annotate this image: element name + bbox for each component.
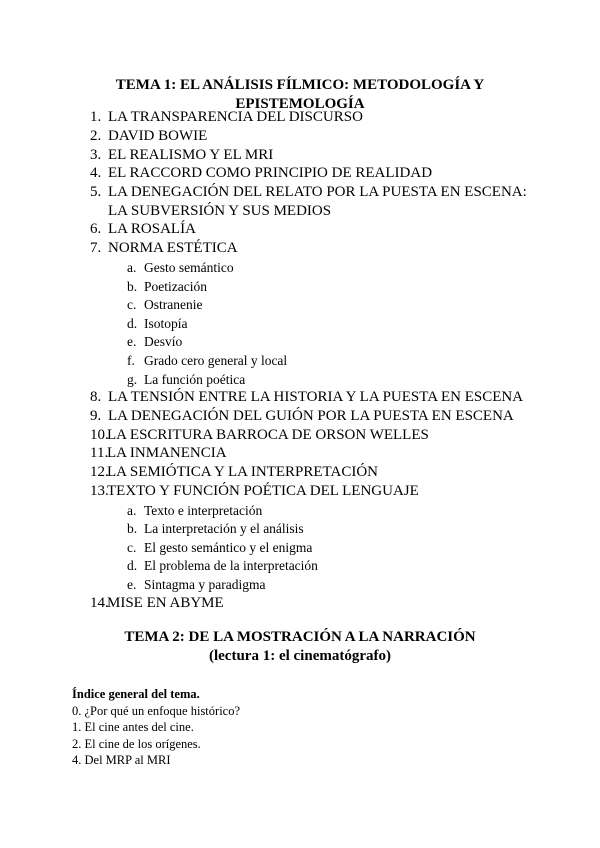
sublist-item-text: Desvío bbox=[144, 334, 183, 349]
list-item-number: 5. bbox=[90, 184, 102, 200]
list-item-text: LA INMANENCIA bbox=[107, 445, 227, 461]
list-item-number: 7. bbox=[90, 240, 102, 256]
list-item-text: LA DENEGACIÓN DEL RELATO POR LA PUESTA EN ESCENA: bbox=[108, 184, 527, 200]
tema2-title bbox=[100, 628, 500, 666]
list-item-number: 3. bbox=[90, 147, 102, 163]
sublist-item-letter: a. bbox=[127, 260, 137, 275]
sublist-item-7f bbox=[127, 352, 287, 369]
sublist-item-letter: d. bbox=[127, 558, 138, 573]
list-item-12 bbox=[90, 463, 378, 481]
list-item-13 bbox=[90, 482, 419, 500]
list-item-text: LA ROSALÍA bbox=[108, 221, 196, 237]
index-item: 2. El cine de los orígenes. bbox=[72, 737, 201, 751]
list-item-number: 2. bbox=[90, 128, 102, 144]
sublist-item-7b bbox=[127, 278, 207, 295]
list-item-11 bbox=[90, 444, 227, 462]
sublist-item-7a bbox=[127, 259, 234, 276]
index-item: 1. El cine antes del cine. bbox=[72, 720, 194, 734]
list-item-10 bbox=[90, 426, 429, 444]
sublist-item-text: Ostranenie bbox=[144, 297, 203, 312]
list-item-7 bbox=[90, 239, 238, 257]
sublist-item-text: La función poética bbox=[144, 372, 246, 387]
list-item-text: EL RACCORD COMO PRINCIPIO DE REALIDAD bbox=[108, 165, 433, 181]
list-item-5-continuation: LA SUBVERSIÓN Y SUS MEDIOS bbox=[108, 203, 332, 219]
sublist-item-letter: d. bbox=[127, 316, 138, 331]
list-item-text: DAVID BOWIE bbox=[108, 128, 208, 144]
list-item-2 bbox=[90, 127, 207, 145]
sublist-item-13e bbox=[127, 576, 265, 593]
sublist-item-7c bbox=[127, 296, 202, 313]
sublist-item-letter: g. bbox=[127, 372, 138, 387]
sublist-item-letter: f. bbox=[127, 353, 135, 368]
list-item-6 bbox=[90, 220, 196, 238]
list-item-5 bbox=[90, 183, 527, 201]
list-item-text: LA TRANSPARENCIA DEL DISCURSO bbox=[108, 109, 363, 125]
list-item-number: 4. bbox=[90, 165, 102, 181]
list-item-1 bbox=[90, 108, 363, 126]
list-item-4 bbox=[90, 164, 432, 182]
list-item-text: LA SEMIÓTICA Y LA INTERPRETACIÓN bbox=[107, 464, 379, 480]
list-item-8 bbox=[90, 388, 523, 406]
sublist-item-7d bbox=[127, 315, 188, 332]
sublist-item-text: Texto e interpretación bbox=[144, 503, 263, 518]
list-item-number: 6. bbox=[90, 221, 102, 237]
sublist-item-letter: a. bbox=[127, 503, 137, 518]
sublist-item-letter: c. bbox=[127, 540, 137, 555]
sublist-item-text: Grado cero general y local bbox=[144, 353, 288, 368]
sublist-item-letter: e. bbox=[127, 334, 137, 349]
tema2-title-line2: (lectura 1: el cinematógrafo) bbox=[208, 648, 391, 664]
tema2-title-line1: TEMA 2: DE LA MOSTRACIÓN A LA NARRACIÓN bbox=[124, 629, 476, 645]
sublist-item-13b bbox=[127, 520, 304, 537]
list-item-text: LA ESCRITURA BARROCA DE ORSON WELLES bbox=[107, 427, 429, 443]
sublist-item-text: El problema de la interpretación bbox=[144, 558, 318, 573]
sublist-item-text: La interpretación y el análisis bbox=[144, 521, 304, 536]
sublist-item-text: Gesto semántico bbox=[144, 260, 234, 275]
list-item-number: 13. bbox=[90, 483, 109, 499]
list-item-9 bbox=[90, 407, 514, 425]
list-item-14 bbox=[90, 594, 224, 612]
sublist-item-13c bbox=[127, 539, 312, 556]
sublist-item-13a bbox=[127, 502, 262, 519]
list-item-number: 1. bbox=[90, 109, 102, 125]
sublist-item-7e bbox=[127, 333, 182, 350]
list-item-number: 14. bbox=[90, 595, 109, 611]
tema1-title-line2: EPISTEMOLOGÍA bbox=[235, 96, 365, 112]
sublist-item-letter: e. bbox=[127, 577, 137, 592]
sublist-item-text: El gesto semántico y el enigma bbox=[144, 540, 313, 555]
list-item-3 bbox=[90, 146, 273, 164]
index-heading: Índice general del tema. bbox=[72, 687, 200, 701]
list-item-number: 8. bbox=[90, 389, 102, 405]
sublist-item-letter: c. bbox=[127, 297, 137, 312]
list-item-number: 9. bbox=[90, 408, 102, 424]
sublist-item-text: Poetización bbox=[144, 279, 207, 294]
list-item-number: 11. bbox=[90, 445, 109, 461]
list-item-text: EL REALISMO Y EL MRI bbox=[108, 147, 274, 163]
list-item-text: TEXTO Y FUNCIÓN POÉTICA DEL LENGUAJE bbox=[107, 483, 419, 499]
sublist-item-13d bbox=[127, 557, 318, 574]
list-item-text: LA TENSIÓN ENTRE LA HISTORIA Y LA PUESTA EN ESCENA bbox=[108, 389, 524, 405]
sublist-item-text: Sintagma y paradigma bbox=[144, 577, 266, 592]
list-item-text: LA DENEGACIÓN DEL GUIÓN POR LA PUESTA EN ESCENA bbox=[108, 408, 514, 424]
sublist-item-letter: b. bbox=[127, 521, 138, 536]
list-item-text: MISE EN ABYME bbox=[107, 595, 224, 611]
sublist-item-7g bbox=[127, 371, 245, 388]
list-item-text: NORMA ESTÉTICA bbox=[108, 240, 238, 256]
index-item: 0. ¿Por qué un enfoque histórico? bbox=[72, 704, 241, 718]
sublist-item-text: Isotopía bbox=[144, 316, 188, 331]
list-item-number: 10. bbox=[90, 427, 109, 443]
index-item: 4. Del MRP al MRI bbox=[72, 753, 171, 767]
list-item-number: 12. bbox=[90, 464, 109, 480]
tema1-title-line1: TEMA 1: EL ANÁLISIS FÍLMICO: METODOLOGÍA Y bbox=[115, 77, 485, 93]
sublist-item-letter: b. bbox=[127, 279, 138, 294]
